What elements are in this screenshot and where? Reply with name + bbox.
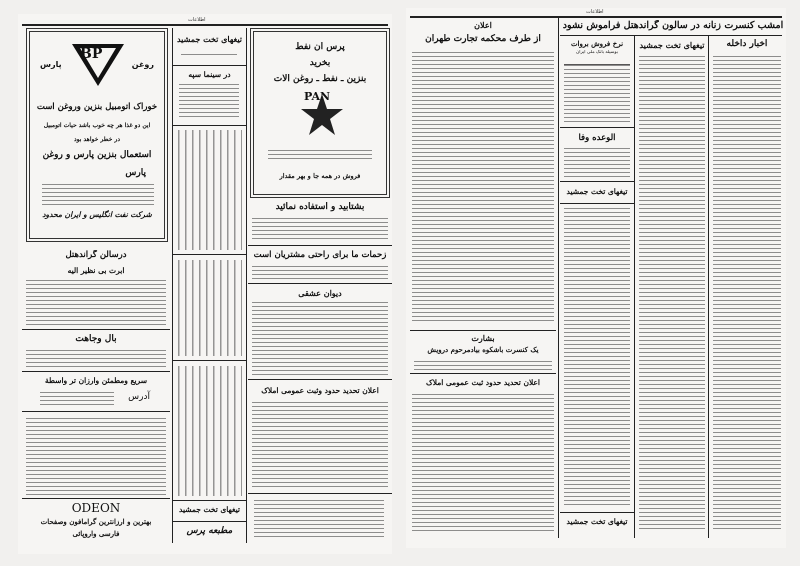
pars-footer: فروش در همه جا و بهر مقدار [279,172,361,180]
pars-line: بخرید [309,58,331,68]
domestic-news [710,36,784,536]
bp-line: استعمال بنزین پارس و روغن [42,150,152,160]
razor-headline: تیغهای تخت جمشید [179,505,240,514]
rates-table [564,64,630,124]
left-page [18,14,392,554]
bp-left-word: پارس [40,60,62,69]
article-text [564,208,630,508]
bp-company: شرکت نفت انگلیس و ایران محدود [42,210,152,219]
domestic-headline: اخبار داخله [726,39,768,49]
razor-ad-mid [560,184,634,204]
grand-hotel-headline: درسالن گراندهتل [65,250,127,260]
right-page [406,8,786,548]
vertical-column-text [178,366,242,496]
press-signature: مطبعه پرس [186,526,233,536]
good-news-headline: بشارت [471,333,495,343]
razor-headline: تیغهای تخت جمشید [566,187,628,196]
court-headline: از طرف محکمه تجارت طهران [425,34,541,44]
bp-body-text [42,184,154,206]
divan-headline: دیوان عشقی [298,288,342,298]
good-news-notice [410,330,556,374]
notice-headline: اعلان [474,20,492,30]
bp-advertisement [26,28,168,242]
hurry-headline: بشتابید و استفاده نمائید [275,202,365,212]
bp-line: در خطر خواهد بود [73,136,120,143]
razor-ad-top [173,28,246,66]
rates-headline: نرخ فروش بروات [570,39,624,48]
razor-headline: تیغهای تخت جمشید [639,40,705,50]
exchange-rates [560,36,634,128]
registry-headline: اعلان تحدید حدود ثبت عمومی املاک [426,378,540,387]
grand-hotel-subheadline: ابرت بی نظیر الیه [67,266,125,275]
registry-notice [248,382,392,494]
pars-line: بنزین ـ نفط ـ روغن آلات [273,74,367,84]
promise-headline: الوعده وفا [578,133,616,143]
pars-line: پرس آن نفط [295,42,345,52]
registry-notice [410,376,556,536]
efforts-notice [248,248,392,284]
rates-subheadline: بوسیله بانک ملی ایران [576,50,618,55]
header-rule [22,24,388,26]
odeon-title: ODEON [71,501,121,515]
bp-line: این دو غذا هر چه خوب باشد حیات اتومبیل [43,122,151,129]
masthead: اطلاعات [586,9,604,15]
bp-right-word: روغن [131,60,154,69]
promise-notice [560,130,634,182]
pan-logo-text: PAN [304,90,331,103]
vertical-column-text [178,260,242,356]
razor-ad-bottom [560,512,634,534]
transport-headline: سریع ومطمئن وارزان تر واسطة [45,376,147,385]
pars-oil-advertisement [250,28,390,198]
column-rule [246,28,247,543]
concert-headline: امشب کنسرت زنانه در سالون گراندهتل فراموش نشود [562,20,784,31]
ball-headline: بال وجاهت [75,334,117,344]
odeon-line: فارسی واروپائی [72,529,120,538]
razor-headline: تیغهای تخت جمشید [566,517,628,526]
cinema-headline: در سینما سپه [188,70,231,79]
ball-notice [22,332,170,372]
bp-line: خوراک اتومبیل بنزین وروغن است [36,102,158,112]
razor-headline: تیغهای تخت جمشید [176,34,243,44]
court-notice [410,18,556,328]
masthead: اطلاعات [188,17,206,23]
notice-body-text [26,418,166,496]
bp-line: پارس [125,168,146,178]
notice-body-text [254,500,384,540]
efforts-headline: زحمات ما برای راحتی مشتریان است [253,250,387,260]
address-label: آدرس [128,392,150,402]
cinema-notice [173,66,246,126]
dervish-concert-headline: یک کنسرت باشکوه بیادمرحوم درویش [427,345,539,354]
divan-notice [248,286,392,380]
transport-notice [22,374,170,412]
odeon-advertisement [22,498,170,544]
razor-ad-bottom [173,500,246,522]
registry-headline: اعلان تحدید حدود وثبت عمومی املاک [261,386,379,395]
bp-logo-text: BP [80,46,103,62]
grand-hotel-notice [22,246,170,330]
odeon-line: بهترین و ارزانترین گرامافون وصفحات [40,517,152,526]
razor-column [636,36,708,536]
hurry-notice [248,200,392,246]
vertical-column-text [178,130,242,250]
